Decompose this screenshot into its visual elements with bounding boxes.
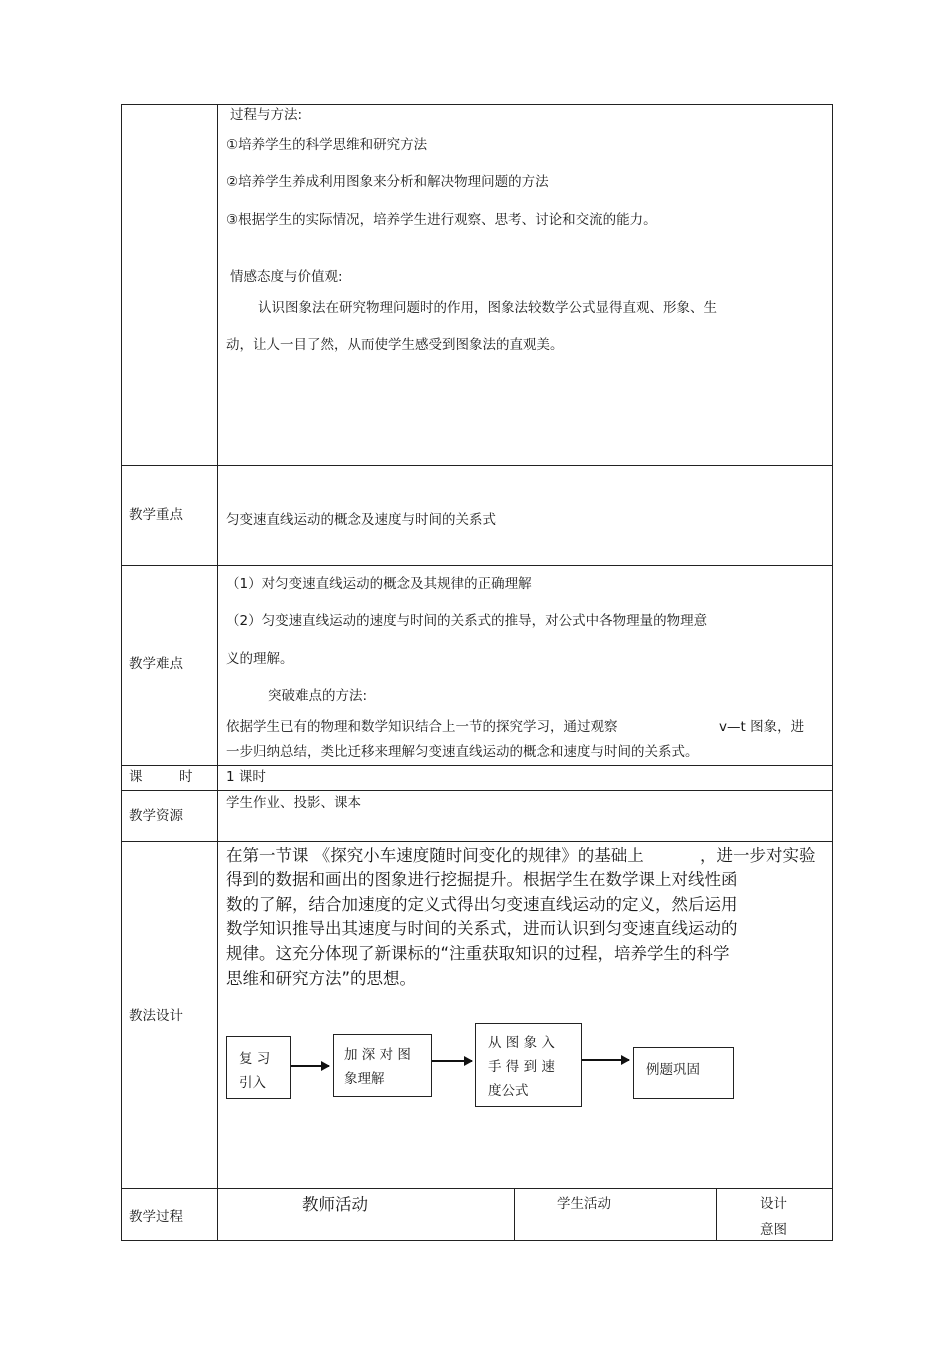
process-item-1: ①培养学生的科学思维和研究方法 bbox=[226, 137, 428, 153]
difficulty-label: 教学难点 bbox=[129, 656, 183, 672]
row-divider-focus bbox=[121, 465, 833, 466]
hours-label-b: 时 bbox=[179, 769, 193, 785]
method-line-3: 数的了解，结合加速度的定义式得出匀变速直线运动的定义，然后运用 bbox=[226, 895, 738, 914]
difficulty-line-6: 一步归纳总结，类比迁移来理解匀变速直线运动的概念和速度与时间的关系式。 bbox=[226, 744, 699, 760]
emotion-line-2: 动，让人一目了然，从而使学生感受到图象法的直观美。 bbox=[226, 337, 564, 353]
flow-step-examples-label: 例题巩固 bbox=[646, 1062, 700, 1078]
emotion-line-1: 认识图象法在研究物理问题时的作用，图象法较数学公式显得直观、形象、生 bbox=[258, 300, 717, 316]
difficulty-method-heading: 突破难点的方法: bbox=[268, 688, 368, 704]
method-line-1b: ，进一步对实验 bbox=[700, 846, 816, 865]
difficulty-vt-graph: v—t 图象，进 bbox=[719, 719, 805, 735]
hours-value: 1 课时 bbox=[226, 769, 266, 785]
flow-step-derive bbox=[475, 1023, 582, 1107]
difficulty-line-1: （1）对匀变速直线运动的概念及其规律的正确理解 bbox=[226, 576, 532, 592]
method-line-1: 在第一节课 《探究小车速度随时间变化的规律》的基础上 bbox=[226, 846, 644, 865]
flow-step-derive-line-1: 从 图 象 入 bbox=[488, 1035, 555, 1051]
student-activity-header: 学生活动 bbox=[557, 1196, 611, 1212]
process-label: 教学过程 bbox=[129, 1209, 183, 1225]
teacher-activity-header: 教师活动 bbox=[302, 1195, 368, 1214]
process-method-heading: 过程与方法: bbox=[230, 107, 303, 123]
flow-step-deepen-line-2: 象理解 bbox=[344, 1071, 385, 1087]
emotion-heading: 情感态度与价值观: bbox=[230, 269, 343, 285]
flow-step-derive-line-3: 度公式 bbox=[488, 1083, 529, 1099]
process-divider-2 bbox=[716, 1188, 717, 1241]
resources-value: 学生作业、投影、课本 bbox=[226, 795, 361, 811]
label-column-divider bbox=[217, 104, 218, 1241]
flow-step-deepen-line-1: 加 深 对 图 bbox=[344, 1047, 411, 1063]
row-divider-resources bbox=[121, 790, 833, 791]
flow-step-derive-line-2: 手 得 到 速 bbox=[488, 1059, 555, 1075]
table-border-right bbox=[832, 104, 833, 1241]
design-intent-header-a: 设计 bbox=[760, 1196, 787, 1212]
method-label: 教法设计 bbox=[129, 1008, 183, 1024]
table-border-bottom bbox=[121, 1240, 833, 1241]
row-divider-difficulty bbox=[121, 565, 833, 566]
flow-step-review-line-2: 引入 bbox=[239, 1075, 266, 1091]
flow-step-deepen bbox=[333, 1034, 432, 1097]
design-intent-header-b: 意图 bbox=[760, 1222, 787, 1238]
method-line-6: 思维和研究方法”的思想。 bbox=[226, 969, 417, 988]
method-line-4: 数学知识推导出其速度与时间的关系式，进而认识到匀变速直线运动的 bbox=[226, 919, 738, 938]
process-item-2: ②培养学生养成利用图象来分析和解决物理问题的方法 bbox=[226, 174, 549, 190]
row-divider-method bbox=[121, 841, 833, 842]
method-line-5: 规律。这充分体现了新课标的“注重获取知识的过程，培养学生的科学 bbox=[226, 944, 730, 963]
flow-arrow-2 bbox=[432, 1060, 472, 1062]
hours-label-a: 课 bbox=[129, 769, 143, 785]
difficulty-line-5: 依据学生已有的物理和数学知识结合上一节的探究学习，通过观察 bbox=[226, 719, 618, 735]
flow-step-examples bbox=[633, 1047, 734, 1099]
focus-content: 匀变速直线运动的概念及速度与时间的关系式 bbox=[226, 512, 496, 528]
difficulty-line-2: （2）匀变速直线运动的速度与时间的关系式的推导，对公式中各物理量的物理意 bbox=[226, 613, 708, 629]
flow-step-review bbox=[226, 1036, 291, 1099]
flow-step-review-line-1: 复 习 bbox=[239, 1051, 271, 1067]
focus-label: 教学重点 bbox=[129, 507, 183, 523]
method-line-2: 得到的数据和画出的图象进行挖掘提升。根据学生在数学课上对线性函 bbox=[226, 870, 738, 889]
table-border-left bbox=[121, 104, 122, 1241]
table-border-top bbox=[121, 104, 833, 105]
flow-arrow-3 bbox=[582, 1059, 629, 1061]
process-divider-1 bbox=[514, 1188, 515, 1241]
row-divider-hours bbox=[121, 765, 833, 766]
flow-arrow-1 bbox=[291, 1065, 329, 1067]
difficulty-line-3: 义的理解。 bbox=[226, 651, 294, 667]
row-divider-process bbox=[121, 1188, 833, 1189]
process-item-3: ③根据学生的实际情况，培养学生进行观察、思考、讨论和交流的能力。 bbox=[226, 212, 657, 228]
resources-label: 教学资源 bbox=[129, 808, 183, 824]
